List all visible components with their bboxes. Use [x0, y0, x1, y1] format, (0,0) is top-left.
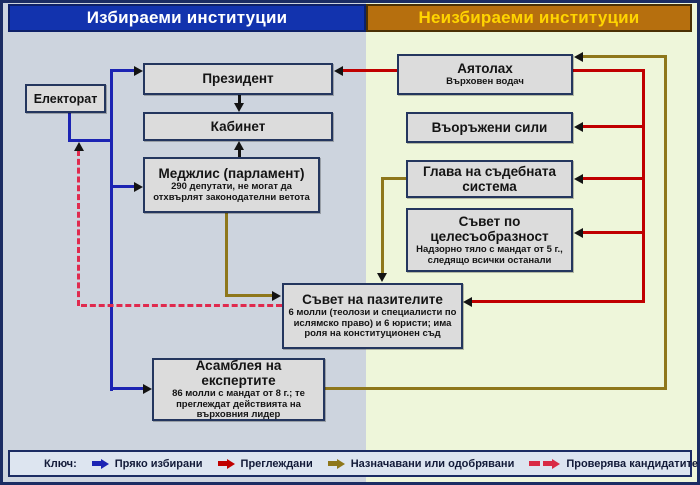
president-title: Президент — [202, 71, 274, 87]
arrowhead-into-electorate — [74, 142, 84, 151]
guardian-council-subtitle: 6 молли (теолози и специалисти по ислямско право) и 6 юристи; има роля на конституционен съд — [288, 307, 457, 340]
legend-label-directly-elected: Пряко избирани — [114, 457, 203, 470]
line-guardian-vets-horizontal — [81, 304, 282, 307]
line-branch-armed-forces — [583, 125, 642, 128]
line-red-vertical — [642, 69, 645, 303]
legend-item-directly-elected — [92, 458, 203, 470]
line-to-assembly — [110, 387, 145, 390]
red-arrow-icon — [218, 459, 235, 469]
arrowhead-into-majlis — [134, 182, 143, 192]
line-branch-expediency — [583, 231, 642, 234]
majlis-title: Меджлис (парламент) — [158, 166, 305, 182]
legend-bar — [8, 450, 698, 477]
arrowhead-into-cabinet-bottom — [234, 141, 244, 150]
legend-label-reviewed: Преглеждани — [240, 457, 313, 470]
electorate-title: Електорат — [33, 91, 98, 106]
legend-label-vets-candidates: Проверява кандидатите — [566, 457, 698, 470]
arrowhead-into-ayatollah — [574, 52, 583, 62]
line-branch-guardian-council — [472, 300, 642, 303]
arrowhead-into-guardian-right — [463, 297, 472, 307]
olive-arrow-icon — [328, 459, 345, 469]
header-elected-institutions: Избираеми институции — [8, 4, 366, 32]
line-majlis-down — [225, 213, 228, 297]
arrowhead-into-president — [134, 66, 143, 76]
legend-label-appointed: Назначавани или одобрявани — [350, 457, 515, 470]
line-ayatollah-out-right — [573, 69, 645, 72]
box-ayatollah — [397, 54, 573, 95]
legend-item-reviewed — [218, 458, 313, 470]
legend-item-appointed — [328, 458, 515, 470]
box-armed-forces — [406, 112, 573, 143]
guardian-council-title: Съвет на пазителите — [302, 292, 443, 307]
line-assembly-to-ayatollah — [583, 55, 664, 58]
ayatollah-subtitle: Върховен водач — [446, 76, 524, 88]
ayatollah-title: Аятолах — [457, 61, 513, 77]
expediency-council-subtitle: Надзорно тяло с мандат от 5 г., следящо всички останали — [416, 243, 563, 266]
assembly-subtitle: 86 молли с мандат от 8 г.; те преглеждат действията на върховния лидер — [172, 388, 305, 421]
header-unelected-institutions: Неизбираеми институции — [366, 4, 692, 32]
box-cabinet — [143, 112, 333, 141]
arrowhead-into-assembly — [143, 384, 152, 394]
box-judiciary-head — [406, 160, 573, 198]
box-majlis — [143, 157, 320, 213]
line-blue-trunk — [110, 69, 113, 391]
arrowhead-into-judiciary — [574, 174, 583, 184]
line-olive-vertical — [664, 55, 667, 390]
line-to-president — [110, 69, 136, 72]
line-majlis-to-guardian — [225, 294, 272, 297]
line-branch-judiciary — [583, 177, 642, 180]
arrowhead-into-guardian-left — [272, 291, 281, 301]
box-expediency-council — [406, 208, 573, 272]
blue-arrow-icon — [92, 459, 109, 469]
box-president — [143, 63, 333, 95]
box-guardian-council — [282, 283, 463, 349]
arrowhead-into-armed-forces — [574, 122, 583, 132]
line-to-majlis — [110, 185, 136, 188]
line-guardian-vets-vertical — [77, 150, 80, 306]
dashed-red-arrow-icon — [529, 459, 560, 469]
arrowhead-into-president-right — [334, 66, 343, 76]
line-electorate-down — [68, 112, 71, 142]
box-electorate — [25, 84, 106, 113]
box-assembly-of-experts — [152, 358, 325, 421]
line-judiciary-down — [381, 177, 384, 273]
expediency-council-title: Съвет по целесъобразност — [430, 213, 549, 244]
armed-forces-title: Въоръжени сили — [431, 119, 548, 135]
line-assembly-out-right — [325, 387, 667, 390]
legend-item-vets-candidates — [529, 458, 698, 470]
assembly-title: Асамблея на експертите — [195, 357, 282, 389]
arrowhead-into-expediency — [574, 228, 583, 238]
cabinet-title: Кабинет — [210, 118, 266, 134]
arrowhead-into-cabinet-top — [234, 103, 244, 112]
line-ayatollah-to-president — [343, 69, 397, 72]
arrowhead-into-guardian-top — [377, 273, 387, 282]
majlis-subtitle: 290 депутати, не могат да отхвърлят законодателни ветота — [153, 181, 310, 204]
line-judiciary-out-left — [381, 177, 406, 180]
legend-key-label: Ключ: — [44, 457, 77, 470]
judiciary-head-title: Глава на съдебната система — [422, 163, 557, 194]
